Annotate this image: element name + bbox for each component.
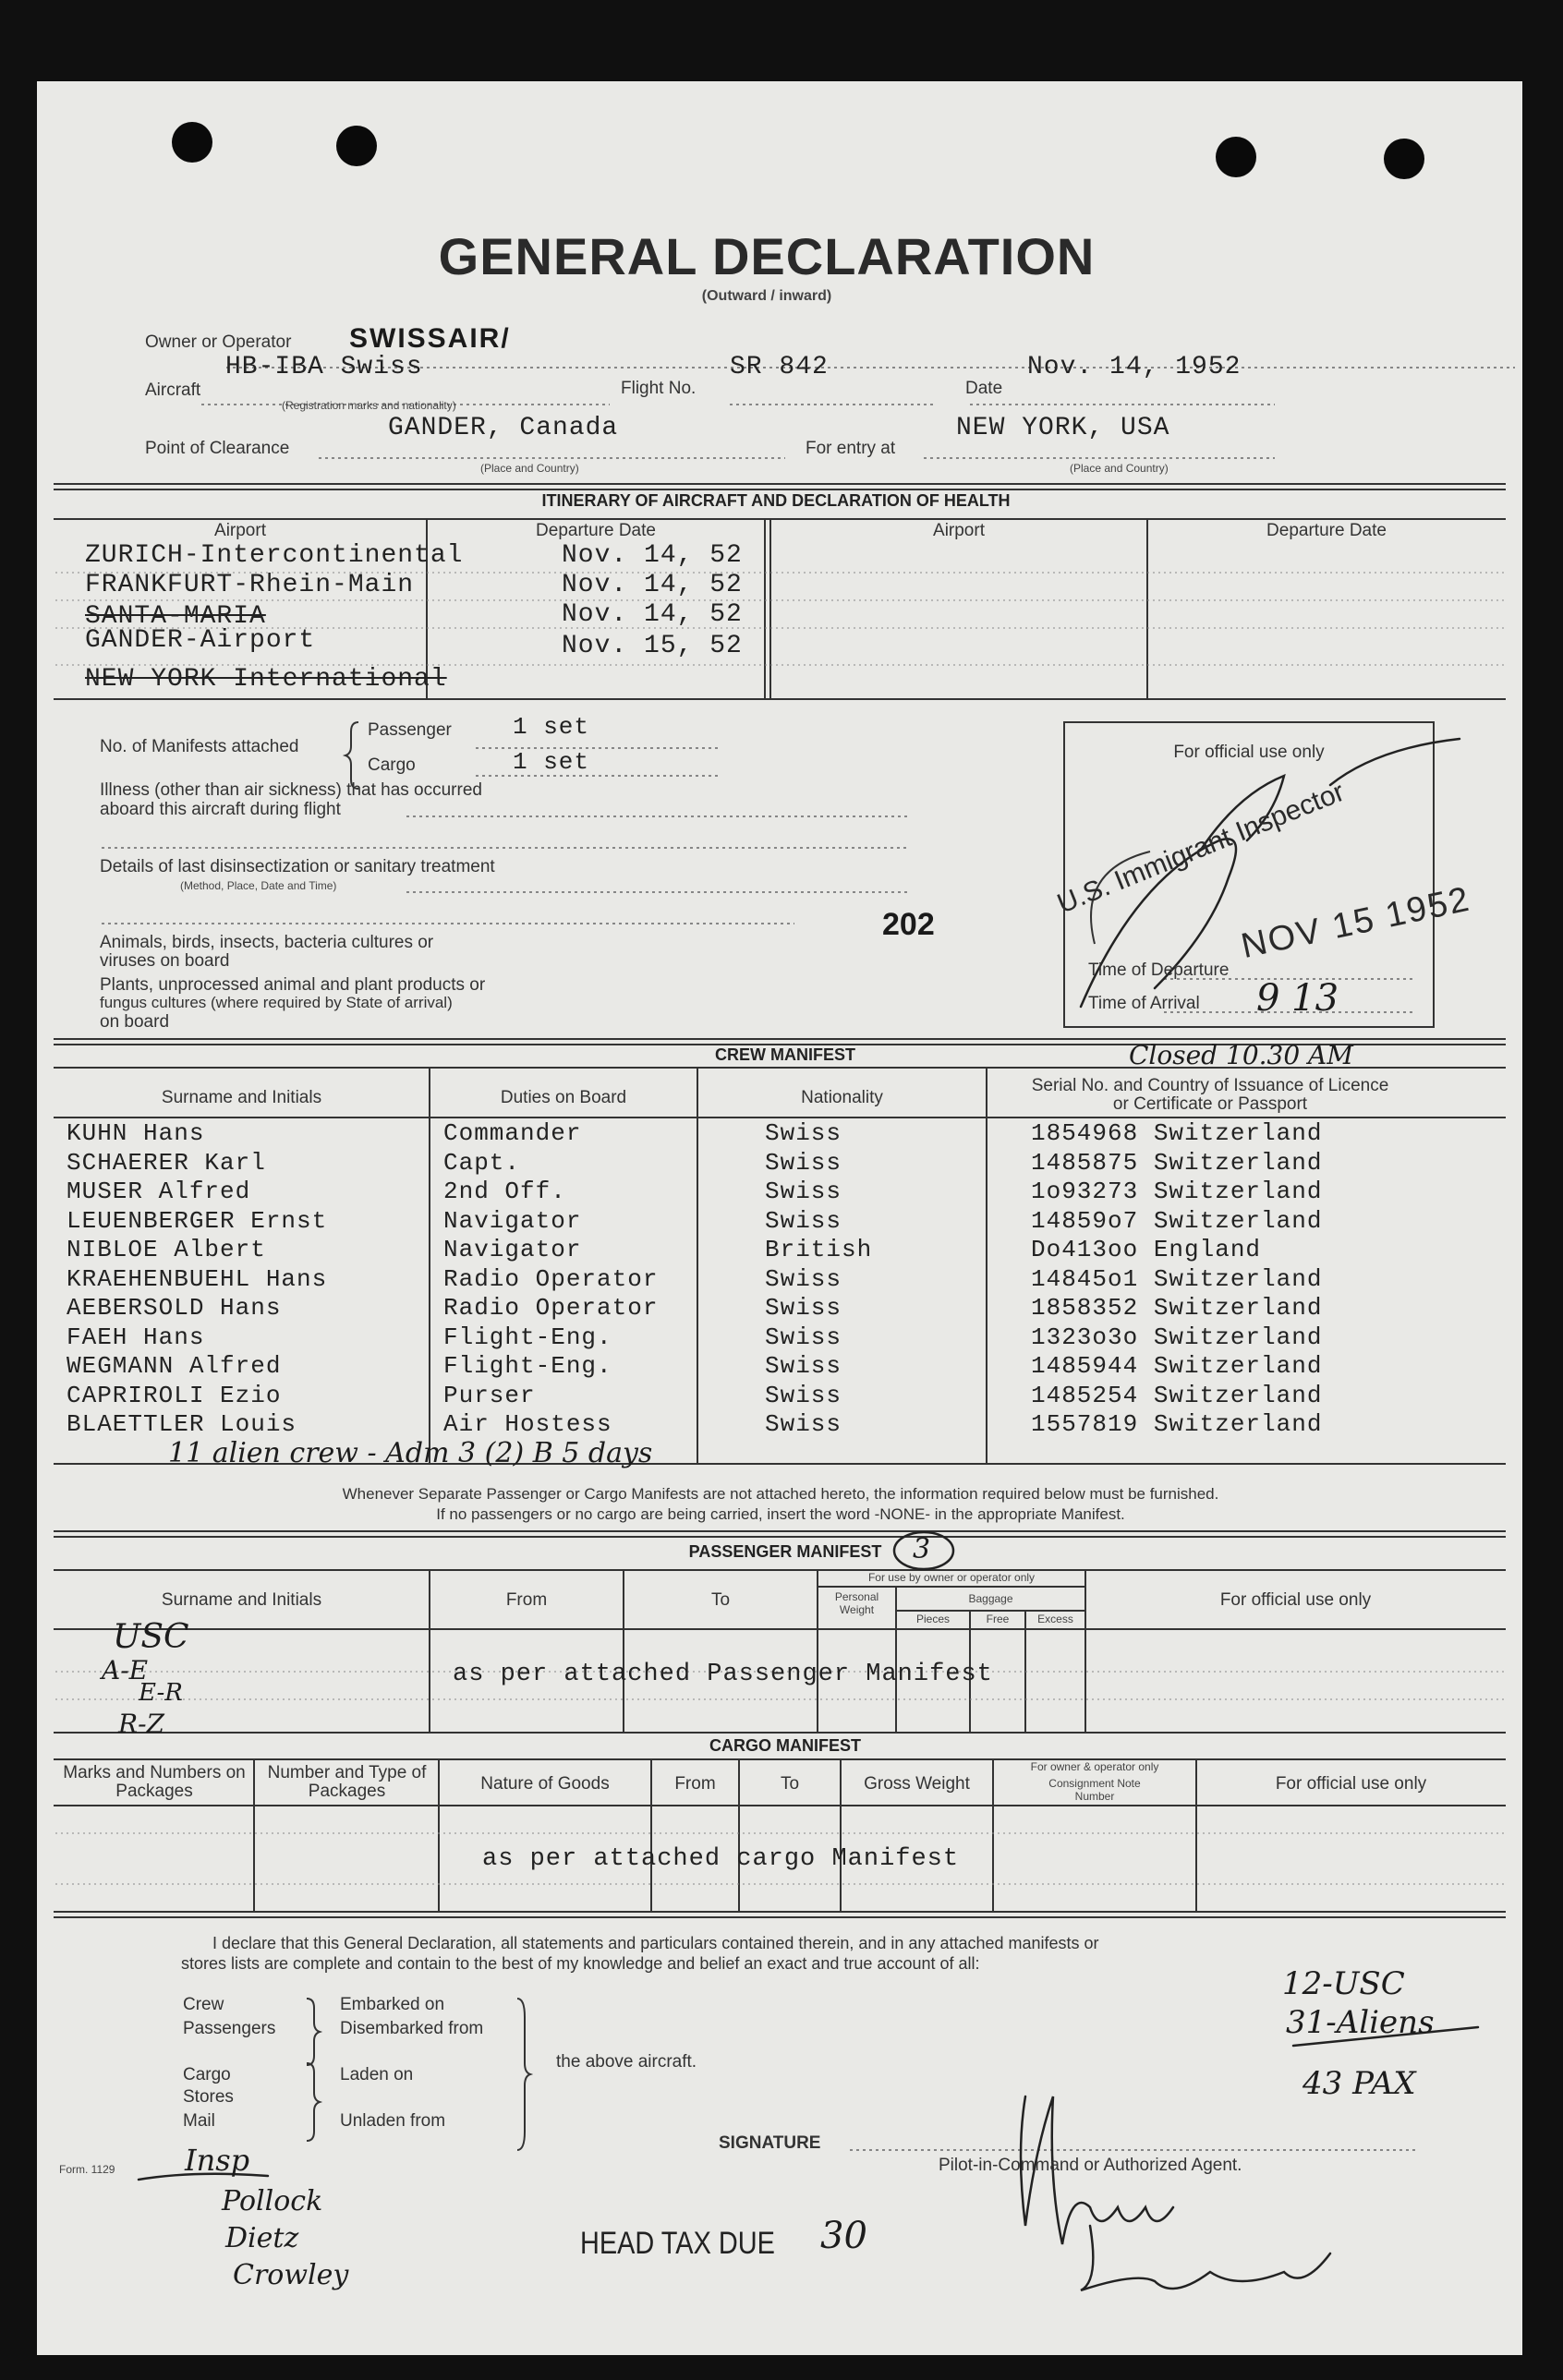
passenger-entry: as per attached Passenger Manifest (453, 1661, 993, 1688)
itinerary-date: Nov. 14, 52 (562, 541, 743, 570)
crew-nationality: Swiss (765, 1323, 842, 1351)
aircraft-note: (Registration marks and nationality) (282, 399, 456, 412)
crew-duty: Flight-Eng. (443, 1323, 612, 1351)
crew-duty: Capt. (443, 1148, 521, 1177)
disinsect-note: (Method, Place, Date and Time) (180, 879, 337, 892)
inspector-name: Dietz (225, 2222, 299, 2254)
itinerary-title: ITINERARY OF AIRCRAFT AND DECLARATION OF HEALTH (541, 491, 1011, 510)
crew-duty: Radio Operator (443, 1294, 659, 1322)
crew-duty: 2nd Off. (443, 1178, 566, 1205)
itinerary-header-date: Departure Date (536, 521, 656, 540)
signature-label: SIGNATURE (719, 2133, 821, 2153)
itinerary-date: Nov. 14, 52 (562, 600, 743, 629)
cargo-manifest-title: CARGO MANIFEST (709, 1736, 861, 1755)
itinerary-date: Nov. 14, 52 (562, 571, 743, 599)
arrival-time-label: Time of Arrival (1088, 994, 1200, 1013)
crew-duty: Navigator (443, 1206, 582, 1235)
pax-header-baggage: Baggage (968, 1592, 1013, 1605)
crew-surname: MUSER Alfred (67, 1178, 251, 1205)
declaration-line-1: I declare that this General Declaration, all statements and particulars contained therein, and in any attached manifests or (212, 1934, 1099, 1952)
mail-label: Mail (183, 2111, 215, 2131)
arrival-time-hand: 9 13 (1256, 977, 1339, 1020)
pax-header-official: For official use only (1219, 1590, 1372, 1610)
crew-nationality: Swiss (765, 1119, 842, 1147)
crew-nationality: Swiss (765, 1148, 842, 1177)
closed-note: Closed 10.30 AM (1129, 1040, 1353, 1070)
head-tax-amount: 30 (820, 2215, 867, 2257)
aircraft-label: the above aircraft. (556, 2052, 697, 2072)
crew-serial: 14859o7 Switzerland (1031, 1206, 1323, 1235)
crew-nationality: Swiss (765, 1264, 842, 1293)
aircraft-label: Aircraft (145, 381, 201, 400)
crew-nationality: Swiss (765, 1178, 842, 1205)
date-label: Date (965, 379, 1003, 398)
stores-label: Stores (183, 2087, 234, 2107)
crew-duty: Air Hostess (443, 1410, 612, 1438)
plants-label: Plants, unprocessed animal and plant products or (100, 975, 486, 995)
animals-label: viruses on board (100, 951, 230, 971)
entry-note: (Place and Country) (1070, 462, 1169, 475)
declaration-line-2: stores lists are complete and contain to the best of my knowledge and belief an exact and true account of all: (181, 1954, 980, 1973)
itinerary-airport: SANTA-MARIA (85, 602, 266, 631)
crew-nationality: Swiss (765, 1410, 842, 1438)
pax-hand-er: E-R (139, 1679, 183, 1707)
crew-serial: 1323o3o Switzerland (1031, 1323, 1323, 1351)
pilot-label: Pilot-in-Command or Authorized Agent. (939, 2156, 1242, 2175)
pax-header-owner-use: For use by owner or operator only (867, 1571, 1036, 1584)
crew-surname: LEUENBERGER Ernst (67, 1206, 328, 1235)
crew-hand-note: 11 alien crew - Adm 3 (2) B 5 days (168, 1437, 653, 1469)
cargo-header-owner-use: For owner & operator only (1030, 1760, 1159, 1773)
itinerary-airport: GANDER-Airport (85, 626, 316, 655)
crew-surname: BLAETTLER Louis (67, 1410, 297, 1438)
crew-serial: 1854968 Switzerland (1031, 1119, 1323, 1147)
crew-nationality: British (765, 1236, 873, 1263)
pax-hand-rz: R-Z (118, 1709, 164, 1739)
cargo-header-to: To (780, 1774, 800, 1794)
cargo-header-number: Number and Type of Packages (267, 1763, 427, 1801)
pax-header-to: To (710, 1590, 731, 1610)
itinerary-airport: FRANKFURT-Rhein-Main (85, 571, 415, 599)
passenger-circled-count: 3 (913, 1533, 931, 1565)
date-value: Nov. 14, 1952 (1027, 353, 1242, 381)
pax-header-name: Surname and Initials (161, 1590, 322, 1610)
inspector-name: Crowley (233, 2259, 349, 2291)
pax-header-excess: Excess (1037, 1613, 1073, 1625)
form-number: Form. 1129 (59, 2163, 115, 2176)
itinerary-airport: NEW YORK International (85, 665, 447, 694)
head-tax-stamp: HEAD TAX DUE (580, 2226, 775, 2261)
clearance-value: GANDER, Canada (388, 414, 619, 442)
crew-surname: SCHAERER Karl (67, 1148, 266, 1177)
crew-duty: Purser (443, 1381, 536, 1409)
crew-serial: 1485944 Switzerland (1031, 1352, 1323, 1380)
plants-label: on board (100, 1012, 170, 1032)
animals-label: Animals, birds, insects, bacteria cultures or (100, 933, 434, 952)
cargo-header-nature: Nature of Goods (480, 1774, 610, 1794)
passenger-manifest-title: PASSENGER MANIFEST (688, 1542, 882, 1561)
cargo-header-consign: Consignment Note Number (1048, 1777, 1141, 1803)
disinsect-label: Details of last disinsectization or sanitary treatment (100, 857, 495, 876)
disembarked-label: Disembarked from (340, 2019, 484, 2038)
passengers-label: Passengers (183, 2019, 276, 2038)
cargo-entry: as per attached cargo Manifest (482, 1845, 960, 1873)
cargo-manifest-label: Cargo (368, 755, 416, 775)
itinerary-airport: ZURICH-Intercontinental (85, 541, 464, 570)
pax-header-from: From (505, 1590, 548, 1610)
cargo-header-weight: Gross Weight (864, 1774, 970, 1794)
tally-aliens: 31-Aliens (1286, 2004, 1435, 2041)
inspector-stamp: U.S. Immigrant Inspector (1053, 776, 1349, 920)
crew-nationality: Swiss (765, 1352, 842, 1380)
cargo-header-official: For official use only (1275, 1774, 1427, 1794)
manifests-label: No. of Manifests attached (100, 737, 299, 756)
stamp-date: NOV 15 1952 (1238, 879, 1474, 967)
inspector-note: Insp (185, 2143, 250, 2178)
crew-header-nationality: Nationality (801, 1088, 883, 1107)
crew-nationality: Swiss (765, 1294, 842, 1322)
crew-serial: 14845o1 Switzerland (1031, 1264, 1323, 1293)
crew-duty: Navigator (443, 1236, 582, 1263)
crew-serial: 1858352 Switzerland (1031, 1294, 1323, 1322)
passenger-manifest-label: Passenger (368, 720, 452, 740)
cargo-label: Cargo (183, 2065, 231, 2084)
notice-line-2: If no passengers or no cargo are being carried, insert the word -NONE- in the appropriate Manifest. (436, 1505, 1125, 1523)
passenger-manifest-value: 1 set (513, 713, 590, 741)
embarked-label: Embarked on (340, 1995, 445, 2014)
crew-serial: 1485875 Switzerland (1031, 1148, 1323, 1177)
official-use-title: For official use only (1173, 743, 1325, 762)
cargo-manifest-value: 1 set (513, 748, 590, 776)
pax-header-free: Free (986, 1613, 1010, 1625)
cargo-header-from: From (674, 1774, 716, 1794)
inspector-name: Pollock (222, 2185, 323, 2217)
crew-manifest-title: CREW MANIFEST (715, 1045, 855, 1064)
crew-surname: AEBERSOLD Hans (67, 1294, 282, 1322)
owner-value: SWISSAIR/ (349, 323, 511, 354)
crew-serial: 1485254 Switzerland (1031, 1381, 1323, 1409)
illness-label: aboard this aircraft during flight (100, 800, 341, 819)
tally-usc: 12-USC (1282, 1965, 1405, 2002)
crew-serial: 1557819 Switzerland (1031, 1410, 1323, 1438)
pax-hand-ae: A-E (102, 1655, 149, 1685)
number-stamp: 202 (882, 907, 935, 942)
plants-label: fungus cultures (where required by State of arrival) (100, 994, 453, 1011)
unladen-label: Unladen from (340, 2111, 446, 2131)
itinerary-header-airport: Airport (214, 521, 266, 540)
entry-value: NEW YORK, USA (956, 414, 1170, 442)
laden-label: Laden on (340, 2065, 414, 2084)
crew-nationality: Swiss (765, 1206, 842, 1235)
crew-surname: WEGMANN Alfred (67, 1352, 282, 1380)
itinerary-date: Nov. 15, 52 (562, 632, 743, 660)
clearance-note: (Place and Country) (480, 462, 579, 475)
cargo-header-marks: Marks and Numbers on Packages (63, 1763, 246, 1801)
form-title: GENERAL DECLARATION (438, 227, 1096, 285)
crew-nationality: Swiss (765, 1381, 842, 1409)
owner-label: Owner or Operator (145, 332, 292, 352)
illness-label: Illness (other than air sickness) that has occurred (100, 780, 482, 800)
crew-serial: 1o93273 Switzerland (1031, 1178, 1323, 1205)
crew-surname: NIBLOE Albert (67, 1236, 266, 1263)
crew-label: Crew (183, 1995, 224, 2014)
form-subtitle: (Outward / inward) (701, 288, 832, 304)
notice-line-1: Whenever Separate Passenger or Cargo Manifests are not attached hereto, the information required below must be furnished. (342, 1485, 1219, 1503)
clearance-label: Point of Clearance (145, 439, 290, 458)
entry-label: For entry at (806, 439, 896, 458)
crew-duty: Flight-Eng. (443, 1352, 612, 1380)
crew-duty: Commander (443, 1119, 582, 1147)
itinerary-header-date-2: Departure Date (1266, 521, 1387, 540)
crew-surname: CAPRIROLI Ezio (67, 1381, 282, 1409)
pax-hand-usc: USC (113, 1618, 189, 1656)
crew-header-duties: Duties on Board (500, 1088, 627, 1107)
crew-surname: FAEH Hans (67, 1323, 205, 1351)
crew-surname: KUHN Hans (67, 1119, 205, 1147)
crew-duty: Radio Operator (443, 1264, 659, 1293)
tally-pax: 43 PAX (1302, 2065, 1416, 2102)
aircraft-value: HB-IBA Swiss (225, 353, 423, 381)
pax-header-weight: Personal Weight (834, 1590, 879, 1616)
pax-header-pieces: Pieces (915, 1613, 951, 1625)
crew-header-serial: Serial No. and Country of Issuance of Licence or Certificate or Passport (1031, 1076, 1389, 1114)
departure-time-label: Time of Departure (1088, 960, 1230, 980)
crew-serial: Do413oo England (1031, 1236, 1262, 1263)
flight-value: SR 842 (730, 353, 829, 381)
crew-header-name: Surname and Initials (161, 1088, 322, 1107)
crew-surname: KRAEHENBUEHL Hans (67, 1264, 328, 1293)
itinerary-header-airport-2: Airport (933, 521, 985, 540)
flight-label: Flight No. (621, 379, 697, 398)
